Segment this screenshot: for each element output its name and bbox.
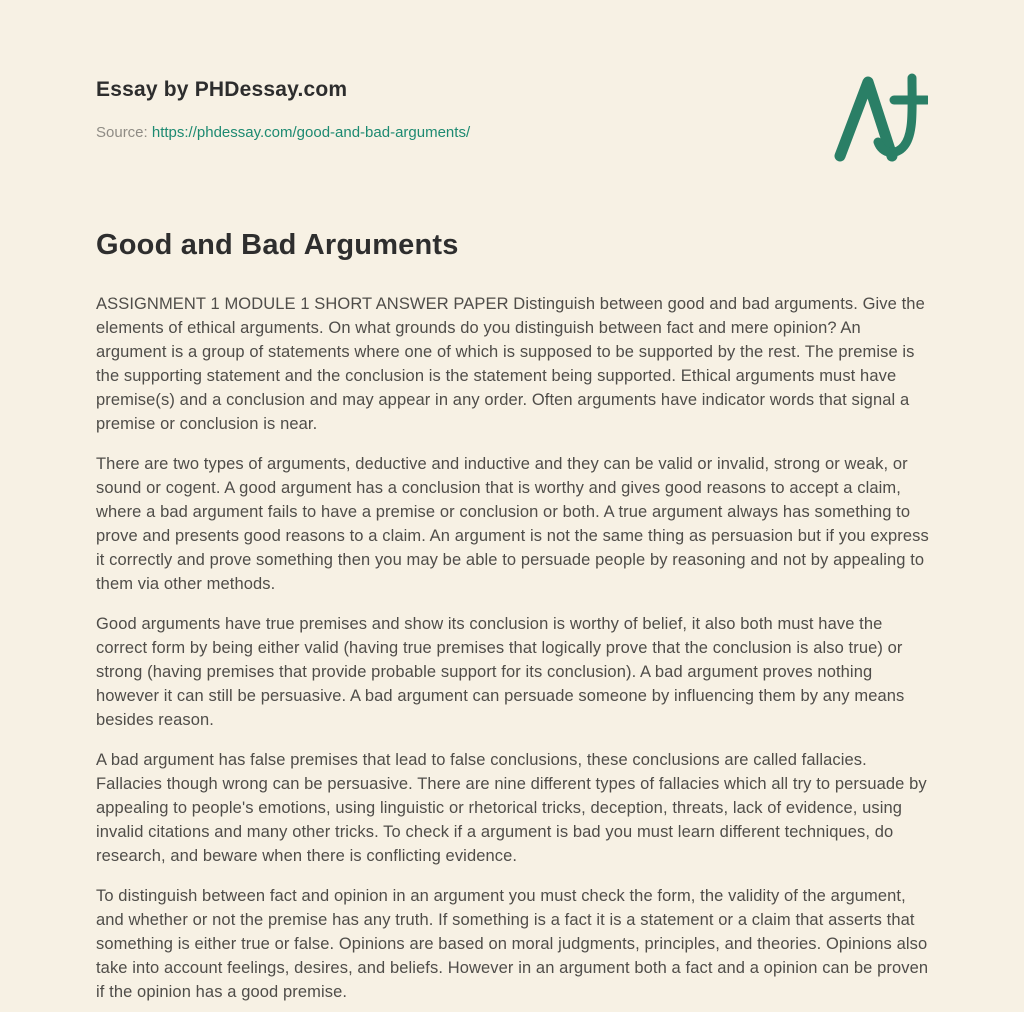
essay-title: Good and Bad Arguments <box>96 229 459 261</box>
phdessay-a-plus-logo <box>832 68 928 168</box>
source-line <box>96 124 928 141</box>
source-link[interactable]: https://phdessay.com/good-and-bad-arguments/ <box>151 124 471 141</box>
essay-body <box>96 292 930 1004</box>
source-label: Source: <box>96 124 148 141</box>
essay-paragraph: To distinguish between fact and opinion in an argument you must check the form, the validity of the argument, and whether or not the premise has any truth. If something is a fact it is a statement or a claim that asserts that something is either true or false. Opinions are based on moral judgments, principles, and theories. Opinions also take into account feelings, desires, and beliefs. However in an argument both a fact and a opinion can be proven if the opinion has a good premise. <box>96 887 929 1001</box>
essay-paragraph: There are two types of arguments, deductive and inductive and they can be valid or invalid, strong or weak, or sound or cogent. A good argument has a conclusion that is worthy and gives good reasons to accept a claim, where a bad argument fails to have a premise or conclusion or both. A true argument always has something to prove and presents good reasons to a claim. An argument is not the same thing as persuasion but if you express it correctly and prove something then you may be able to persuade people by reasoning and not by appealing to them via other methods. <box>96 455 929 593</box>
essay-paragraph: ASSIGNMENT 1 MODULE 1 SHORT ANSWER PAPER Distinguish between good and bad arguments. Give the elements of ethical arguments. On what grounds do you distinguish between fact and mere opinion? An argument is a group of statements where one of which is supposed to be supported by the rest. The premise is the supporting statement and the conclusion is the statement being supported. Ethical arguments must have premise(s) and a conclusion and may appear in any order. Often arguments have indicator words that signal a premise or conclusion is near. <box>96 295 925 433</box>
essay-paragraph: Good arguments have true premises and show its conclusion is worthy of belief, it also both must have the correct form by being either valid (having true premises that logically prove that the conclusion is also true) or strong (having premises that provide probable support for its conclusion). A bad argument proves nothing however it can still be persuasive. A bad argument can persuade someone by influencing them by any means besides reason. <box>96 615 905 729</box>
byline: Essay by PHDessay.com <box>96 78 348 101</box>
essay-paragraph: A bad argument has false premises that lead to false conclusions, these conclusions are called fallacies. Fallacies though wrong can be persuasive. There are nine different types of fallacies which all try to persuade by appealing to people's emotions, using linguistic or rhetorical tricks, deception, threats, lack of evidence, using invalid citations and many other tricks. To check if a argument is bad you must learn different techniques, do research, and beware when there is conflicting evidence. <box>96 751 927 865</box>
